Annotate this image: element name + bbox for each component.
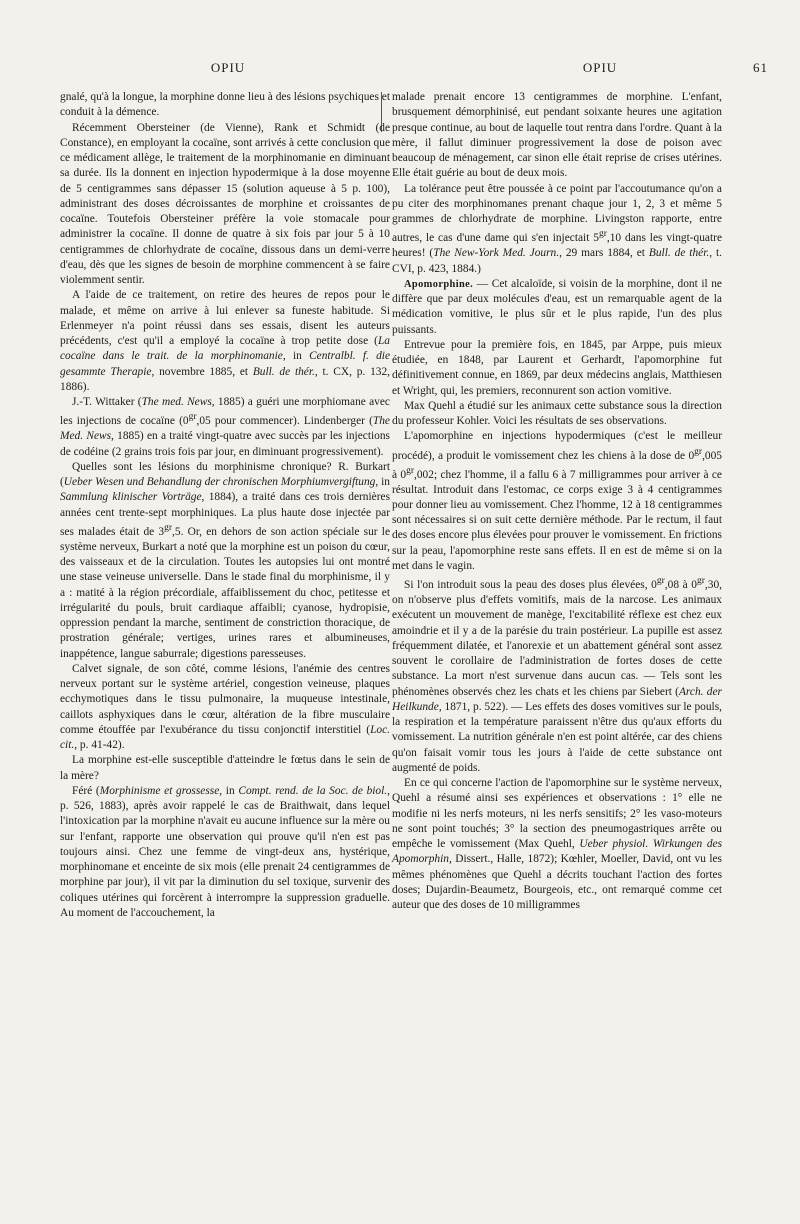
paragraph: Récemment Obersteiner (de Vienne), Rank et Schmidt (de Constance), en employant la cocaïne, sont arrivés à cette conclusion que ce médicament allège, le traitement de la morphinomanie en diminuant sa durée. Ils la donnent en injection hypodermique à la dose moyenne de 5 centigrammes sans dépasser 15 (solution aqueuse à 5 p. 100), administrant des doses décroissantes de morphine et croissantes de cocaïne. Toutefois Obersteiner préfère la voie stomacale pour administrer la cocaïne. Il donne de quatre à six fois par jour 5 à 10 centigrammes de chlorhydrate de cocaïne, dissous dans un demi-verre d'eau, dès que les signes de besoin de morphine commencent à se faire violemment sentir. xyxy=(60,121,390,286)
paragraph: Quelles sont les lésions du morphinisme chronique? R. Burkart (Ueber Wesen und Behandlung der chronischen Morphiumvergiftung, in Sammlung klinischer Vorträge, 1884), a traité dans ces trois dernières années cent trente-sept morphiniques. La plus haute dose injectée par ses malades était de $3^{gr},5$. Or, en dehors de son action spéciale sur le système nerveux, Burkart a noté que la morphine est un poison du cœur, des vaisseaux et de la circulation. Toutes les autopsies lui ont montré une stase veineuse universelle. Dans le stade final du morphinisme, il y a : matité à la région précordiale, affaiblissement du choc, petitesse et irrégularité du pouls, bruit cardiaque affaibli; cyanose, hydropisie, oppression pendant la marche, sentiment de constriction thoracique, de prostration générale; vertiges, urines rares et albumineuses, inappétence, langue saburrale; digestions paresseuses. xyxy=(60,460,390,660)
paragraph: L'apomorphine en injections hypodermiques (c'est le meilleur procédé), a produit le vomissement chez les chiens à la dose de $0^{gr},005$ à $0^{gr},002$; chez l'homme, il a fallu 6 à 7 milligrammes pour arriver à ce résultat. Introduit dans l'estomac, ce corps exige 3 à 4 centigrammes pour donner lieu au vomissement. Chez l'homme, 12 à 18 centigrammes sont nécessaires si on suit cette dernière méthode. Par le rectum, il faut des doses encore plus élevées pour prouver le vomissement. En frictions sur la peau, l'apomorphine reste sans effets. Il en est de même si on la met dans le vagin. xyxy=(392,430,722,572)
paragraph: gnalé, qu'à la longue, la morphine donne lieu à des lésions psychiques et conduit à la démence. xyxy=(60,91,390,119)
running-head-right: OPIU xyxy=(582,60,618,75)
paragraph: malade prenait encore 13 centigrammes de morphine. L'enfant, brusquement démorphinisé, eut pendant soixante heures une agitation presque continue, au bout de laquelle tout rentra dans l'ordre. Quant à la mère, il fallut diminuer progressivement la dose de poison avec beaucoup de ménagement, car sinon elle était reprise de crises utérines. Elle était guérie au bout de deux mois. xyxy=(392,91,722,180)
paragraph: En ce qui concerne l'action de l'apomorphine sur le système nerveux, Quehl a résumé ainsi ses expériences et observations : 1° elle ne modifie ni les nerfs moteurs, ni les nerfs sensitifs; 2° les vaso-moteurs ne sont point touchés; 3° la section des pneumogastriques arrête ou empêche le vomissement (Max Quehl, Ueber physiol. Wirkungen des Apomorphin, Dissert., Halle, 1872); Kœhler, Moeller, David, ont vu les mêmes phénomènes que Quehl a décrits touchant l'action des fortes doses; Dujardin-Beaumetz, Bourgeois, etc., ont remarqué comme cet auteur que des doses de 10 milligrammes xyxy=(392,777,722,912)
paragraph: La morphine est-elle susceptible d'atteindre le fœtus dans le sein de la mère? xyxy=(60,754,390,782)
paragraph: A l'aide de ce traitement, on retire des heures de repos pour le malade, et même on arrive à lui enlever sa funeste habitude. Si Erlenmeyer n'a point réussi dans ses essais, disent les auteurs précédents, c'est qu'il a employé la cocaïne à trop petite dose (La cocaïne dans le trait. de la morphinomanie, in Centralbl. f. die gesammte Therapie, novembre 1885, et Bull. de thér., t. CX, p. 132, 1886). xyxy=(60,289,390,393)
paragraph: Si l'on introduit sous la peau des doses plus élevées, $0^{gr},08$ à $0^{gr},30$, on n'observe plus d'effets vomitifs, mais de la narcose. Les animaux exécutent un mouvement de manège, l'excitabilité réflexe est chez eux amoindrie et il y a de la parésie du train postérieur. La pupille est assez fréquemment dilatée, et l'anorexie et un abattement général sont assez souvent le corollaire de l'administration de fortes doses de cette substance. La mort n'est survenue dans aucun cas. — Tels sont les phénomènes observés chez les chats et les chiens par Siebert (Arch. der Heilkunde, 1871, p. 522). — Les effets des doses vomitives sur le pouls, la respiration et la température paraissent n'être dus qu'aux efforts du vomissement. La nutrition générale n'en est point altérée, car des chiens qu'on faisait vomir tous les jours à l'aide de cette substance ont augmenté de poids. xyxy=(392,576,723,774)
paragraph: J.-T. Wittaker (The med. News, 1885) a guéri une morphiomane avec les injections de cocaïne ($0^{gr},05$ pour commencer). Lindenberger (The Med. News, 1885) en a traité vingt-quatre avec succès par les injections de codéine (2 grains trois fois par jour, en diminuant progressivement). xyxy=(60,396,390,458)
paragraph: La tolérance peut être poussée à ce point par l'accoutumance qu'on a pu citer des morphinomanes prenant chaque jour 1, 2, 3 et même 5 grammes de chlorhydrate de morphine. Livingston rapporte, entre autres, le cas d'une dame qui s'en injectait $5^{gr},10$ dans les vingt-quatre heures! (The New-York Med. Journ., 29 mars 1884, et Bull. de thér., t. CVI, p. 423, 1884.) xyxy=(392,182,723,275)
running-head xyxy=(60,60,768,80)
paragraph: Entrevue pour la première fois, en 1845, par Arppe, puis mieux étudiée, en 1848, par Laurent et Gerhardt, l'apomorphine fut définitivement connue, en 1869, par deux médecins anglais, Matthiesen et Wright, qui, les premiers, reconnurent son action vomitive. xyxy=(392,338,722,397)
page-number: 61 xyxy=(753,60,768,75)
paragraph: Apomorphine. — Cet alcaloïde, si voisin de la morphine, dont il ne diffère que par deux molécules d'eau, est un remarquable agent de la médication vomitive, le plus sûr et le plus rapide, l'un des plus puissants. xyxy=(392,277,722,336)
running-head-left: OPIU xyxy=(210,60,246,75)
paragraph: Max Quehl a étudié sur les animaux cette substance sous la direction du professeur Kohler. Voici les résultats de ses observations. xyxy=(392,399,722,428)
paragraph: Calvet signale, de son côté, comme lésions, l'anémie des centres nerveux portant sur le système artériel, congestion veineuse, plaques ecchymotiques dans le tissu pulmonaire, la muqueuse intestinale, caillots asphyxiques dans le cœur, altération de la fibre musculaire comme étouffée par l'exubérance du tissu conjonctif interstitiel (Loc. cit., p. 41-42). xyxy=(60,662,390,752)
paragraph: Féré (Morphinisme et grossesse, in Compt. rend. de la Soc. de biol., p. 526, 1883), après avoir rappelé le cas de Braithwait, dans lequel l'intoxication par la morphine n'avait eu aucune influence sur la mère ou sur l'enfant, rapporte une observation qui prouve qu'il n'en est pas toujours ainsi. Chez une femme de vingt-deux ans, hystérique, morphinomane et enceinte de six mois (elle prenait 24 centigrammes de morphine par jour), il vit par la diminution du sel toxique, survenir des coliques utérines qui forcèrent à interrompre la suppression graduelle. Au moment de l'accouchement, la xyxy=(60,784,391,919)
left-column xyxy=(60,90,390,921)
right-column xyxy=(392,90,722,913)
